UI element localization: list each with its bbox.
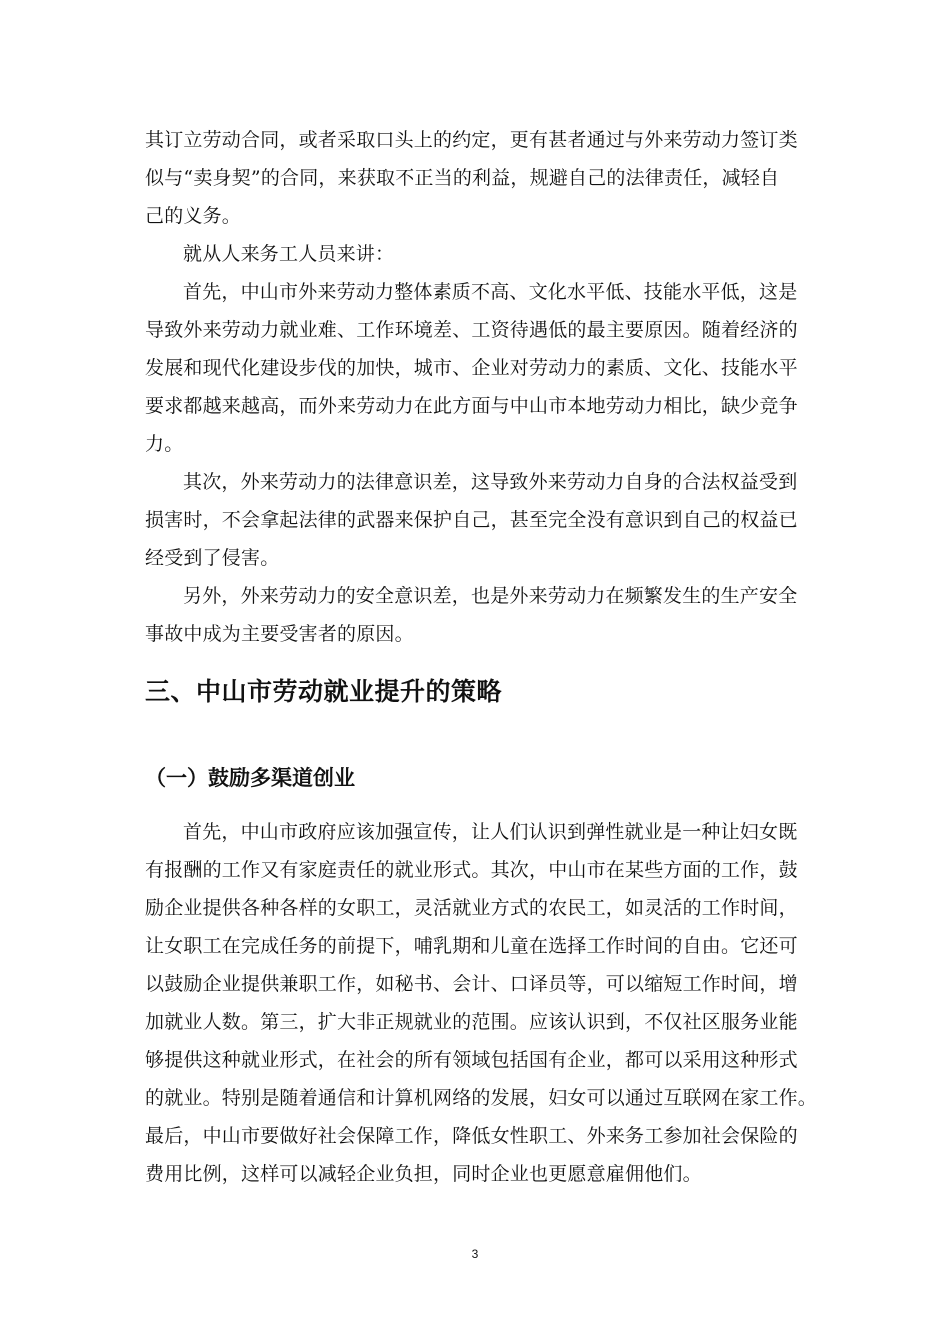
text-line: 的就业。特别是随着通信和计算机网络的发展，妇女可以通过互联网在家工作。	[145, 1087, 818, 1109]
text-line: 要求都越来越高，而外来劳动力在此方面与中山市本地劳动力相比，缺少竞争	[145, 395, 798, 417]
text-line: 最后，中山市要做好社会保障工作，降低女性职工、外来务工参加社会保险的	[145, 1125, 798, 1147]
text-line: 首先，中山市外来劳动力整体素质不高、文化水平低、技能水平低，这是	[183, 281, 798, 303]
text-line: 让女职工在完成任务的前提下，哺乳期和儿童在选择工作时间的自由。它还可	[145, 935, 798, 957]
subsection-heading: （一）鼓励多渠道创业	[145, 766, 355, 790]
page-number: 3	[471, 1247, 479, 1261]
text-line: 就从人来务工人员来讲：	[183, 243, 395, 265]
text-line: 力。	[145, 433, 184, 455]
text-line: 己的义务。	[145, 205, 242, 227]
text-line: 以鼓励企业提供兼职工作，如秘书、会计、口译员等，可以缩短工作时间，增	[145, 973, 798, 995]
text-line: 导致外来劳动力就业难、工作环境差、工资待遇低的最主要原因。随着经济的	[145, 319, 798, 341]
text-line: 费用比例，这样可以减轻企业负担，同时企业也更愿意雇佣他们。	[145, 1163, 702, 1185]
text-line: 够提供这种就业形式，在社会的所有领域包括国有企业，都可以采用这种形式	[145, 1049, 798, 1071]
text-line: 其次，外来劳动力的法律意识差，这导致外来劳动力自身的合法权益受到	[183, 471, 798, 493]
text-line: 首先，中山市政府应该加强宣传，让人们认识到弹性就业是一种让妇女既	[183, 821, 798, 843]
text-line: 加就业人数。第三，扩大非正规就业的范围。应该认识到，不仅社区服务业能	[145, 1011, 798, 1033]
text-line: 有报酬的工作又有家庭责任的就业形式。其次，中山市在某些方面的工作，鼓	[145, 859, 798, 881]
text-line: 似与“卖身契”的合同，来获取不正当的利益，规避自己的法律责任，减轻自	[145, 167, 780, 189]
section-heading: 三、中山市劳动就业提升的策略	[145, 677, 503, 706]
text-line: 经受到了侵害。	[145, 547, 280, 569]
text-line: 事故中成为主要受害者的原因。	[145, 623, 414, 645]
text-line: 发展和现代化建设步伐的加快，城市、企业对劳动力的素质、文化、技能水平	[145, 357, 798, 379]
text-line: 其订立劳动合同，或者采取口头上的约定，更有甚者通过与外来劳动力签订类	[145, 129, 798, 151]
text-line: 另外，外来劳动力的安全意识差，也是外来劳动力在频繁发生的生产安全	[183, 585, 798, 607]
text-line: 励企业提供各种各样的女职工，灵活就业方式的农民工，如灵活的工作时间，	[145, 897, 798, 919]
text-line: 损害时，不会拿起法律的武器来保护自己，甚至完全没有意识到自己的权益已	[145, 509, 798, 531]
